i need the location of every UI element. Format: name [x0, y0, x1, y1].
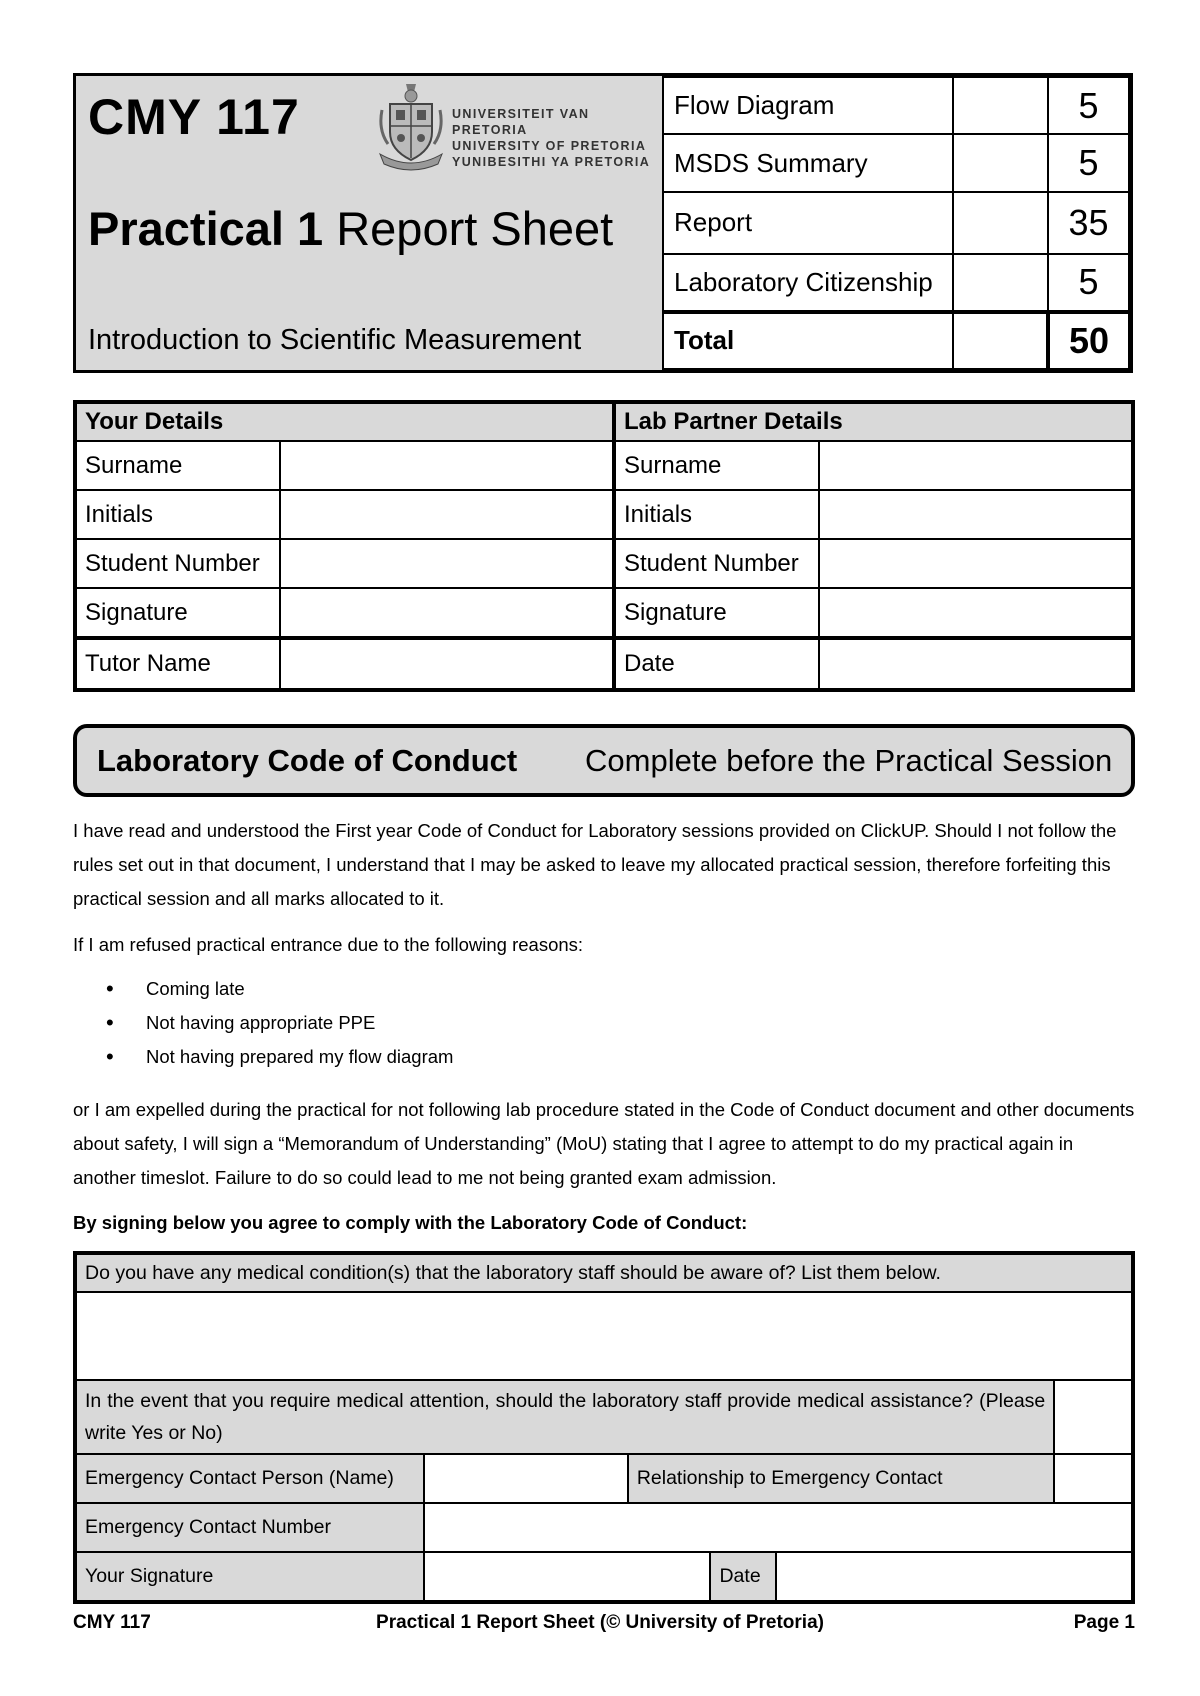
refusal-reasons-list	[73, 972, 1135, 1074]
details-table	[73, 400, 1135, 692]
university-line: UNIVERSITEIT VAN PRETORIA	[452, 107, 590, 137]
list-item: • Not having prepared my flow diagram	[73, 1040, 1135, 1074]
marks-row	[663, 77, 1129, 134]
medical-table	[73, 1251, 1135, 1604]
medical-question-row	[75, 1253, 1133, 1292]
signature-row	[75, 1552, 1133, 1602]
university-name	[452, 106, 662, 170]
tutor-name-field[interactable]	[280, 638, 614, 690]
medical-assistance-question: In the event that you require medical attention, should the laboratory staff provide medical assistance? (Please write Yes or No)	[75, 1380, 1054, 1454]
marks-value: 5	[1048, 134, 1129, 191]
marks-score-field[interactable]	[953, 134, 1048, 191]
marks-label: Report	[663, 192, 953, 254]
details-header-row	[75, 402, 1133, 441]
title-bold: Practical 1	[88, 202, 324, 255]
footer-center: Practical 1 Report Sheet (© University of Pretoria)	[376, 1612, 824, 1633]
partner-student-number-field[interactable]	[819, 539, 1133, 588]
title-regular: Report Sheet	[323, 202, 614, 255]
marks-label: Total	[663, 312, 953, 369]
marks-row	[663, 254, 1129, 311]
university-line: YUNIBESITHI YA PRETORIA	[452, 155, 651, 169]
detail-label: Student Number	[614, 539, 819, 588]
student-number-field[interactable]	[280, 539, 614, 588]
marks-score-field[interactable]	[953, 77, 1048, 134]
conduct-paragraph: I have read and understood the First year Code of Conduct for Laboratory sessions provided on ClickUP. Should I not follow the rules set out in that document, I understand that I may be asked to leave my allocated practical session, therefore forfeiting this practical session and all marks allocated to it.	[73, 820, 1117, 909]
emergency-number-label: Emergency Contact Number	[75, 1503, 424, 1552]
detail-label: Surname	[614, 441, 819, 490]
university-crest-icon	[376, 80, 446, 172]
marks-total-value: 50	[1048, 312, 1129, 369]
surname-field[interactable]	[280, 441, 614, 490]
emergency-contact-row	[75, 1454, 1133, 1503]
details-row	[75, 441, 1133, 490]
relationship-label: Relationship to Emergency Contact	[628, 1454, 1054, 1503]
list-item: • Not having appropriate PPE	[73, 1006, 1135, 1040]
signature-date-field[interactable]	[776, 1552, 1133, 1602]
initials-field[interactable]	[280, 490, 614, 539]
marks-label: MSDS Summary	[663, 134, 953, 191]
detail-label: Date	[614, 638, 819, 690]
marks-value: 5	[1048, 254, 1129, 311]
medical-assistance-row	[75, 1380, 1133, 1454]
your-details-heading: Your Details	[75, 402, 614, 441]
your-signature-label: Your Signature	[75, 1552, 424, 1602]
marks-score-field[interactable]	[953, 254, 1048, 311]
detail-label: Initials	[614, 490, 819, 539]
emergency-number-row	[75, 1503, 1133, 1552]
medical-conditions-question: Do you have any medical condition(s) that the laboratory staff should be aware of? List them below.	[75, 1253, 1133, 1292]
marks-row	[663, 134, 1129, 191]
expulsion-paragraph: or I am expelled during the practical for not following lab procedure stated in the Code of Conduct document and other documents about safety, I will sign a “Memorandum of Understanding” (MoU) stating that I agree to attempt to do my practical again in another timeslot. Failure to do so could lead to me not being granted exam admission.	[73, 1099, 1135, 1188]
page-title	[88, 201, 613, 256]
relationship-field[interactable]	[1054, 1454, 1133, 1503]
medical-answer-row	[75, 1292, 1133, 1380]
marks-total-row	[663, 312, 1129, 369]
date-field[interactable]	[819, 638, 1133, 690]
agreement-statement: By signing below you agree to comply with the Laboratory Code of Conduct:	[73, 1212, 748, 1233]
emergency-contact-name-field[interactable]	[424, 1454, 628, 1503]
detail-label: Signature	[614, 588, 819, 638]
header-title-panel	[76, 76, 662, 370]
section-subtitle: Complete before the Practical Session	[585, 743, 1113, 778]
detail-label: Signature	[75, 588, 280, 638]
section-banner	[73, 724, 1135, 797]
details-row	[75, 638, 1133, 690]
page-subtitle: Introduction to Scientific Measurement	[88, 324, 582, 356]
medical-assistance-field[interactable]	[1054, 1380, 1133, 1454]
university-line: UNIVERSITY OF PRETORIA	[452, 139, 647, 153]
detail-label: Tutor Name	[75, 638, 280, 690]
footer-left: CMY 117	[73, 1612, 151, 1633]
emergency-number-field[interactable]	[424, 1503, 1133, 1552]
partner-signature-field[interactable]	[819, 588, 1133, 638]
your-signature-field[interactable]	[424, 1552, 711, 1602]
partner-initials-field[interactable]	[819, 490, 1133, 539]
marks-value: 5	[1048, 77, 1129, 134]
details-row	[75, 490, 1133, 539]
footer-divider	[73, 1600, 1135, 1604]
course-code: CMY 117	[88, 89, 300, 145]
list-item: • Coming late	[73, 972, 1135, 1006]
refusal-intro: If I am refused practical entrance due to the following reasons:	[73, 934, 584, 955]
header-block	[73, 73, 1133, 373]
detail-label: Initials	[75, 490, 280, 539]
medical-conditions-field[interactable]	[75, 1292, 1133, 1380]
emergency-contact-label: Emergency Contact Person (Name)	[75, 1454, 424, 1503]
marks-label: Flow Diagram	[663, 77, 953, 134]
signature-date-label: Date	[710, 1552, 776, 1602]
detail-label: Student Number	[75, 539, 280, 588]
page-number: Page 1	[1073, 1612, 1135, 1633]
marks-score-field[interactable]	[953, 192, 1048, 254]
marks-row	[663, 192, 1129, 254]
section-title: Laboratory Code of Conduct	[97, 743, 518, 778]
marks-score-field[interactable]	[953, 312, 1048, 369]
detail-label: Surname	[75, 441, 280, 490]
marks-value: 35	[1048, 192, 1129, 254]
partner-details-heading: Lab Partner Details	[614, 402, 1133, 441]
partner-surname-field[interactable]	[819, 441, 1133, 490]
signature-field[interactable]	[280, 588, 614, 638]
details-row	[75, 539, 1133, 588]
details-row	[75, 588, 1133, 638]
marks-table	[662, 76, 1130, 370]
marks-label: Laboratory Citizenship	[663, 254, 953, 311]
